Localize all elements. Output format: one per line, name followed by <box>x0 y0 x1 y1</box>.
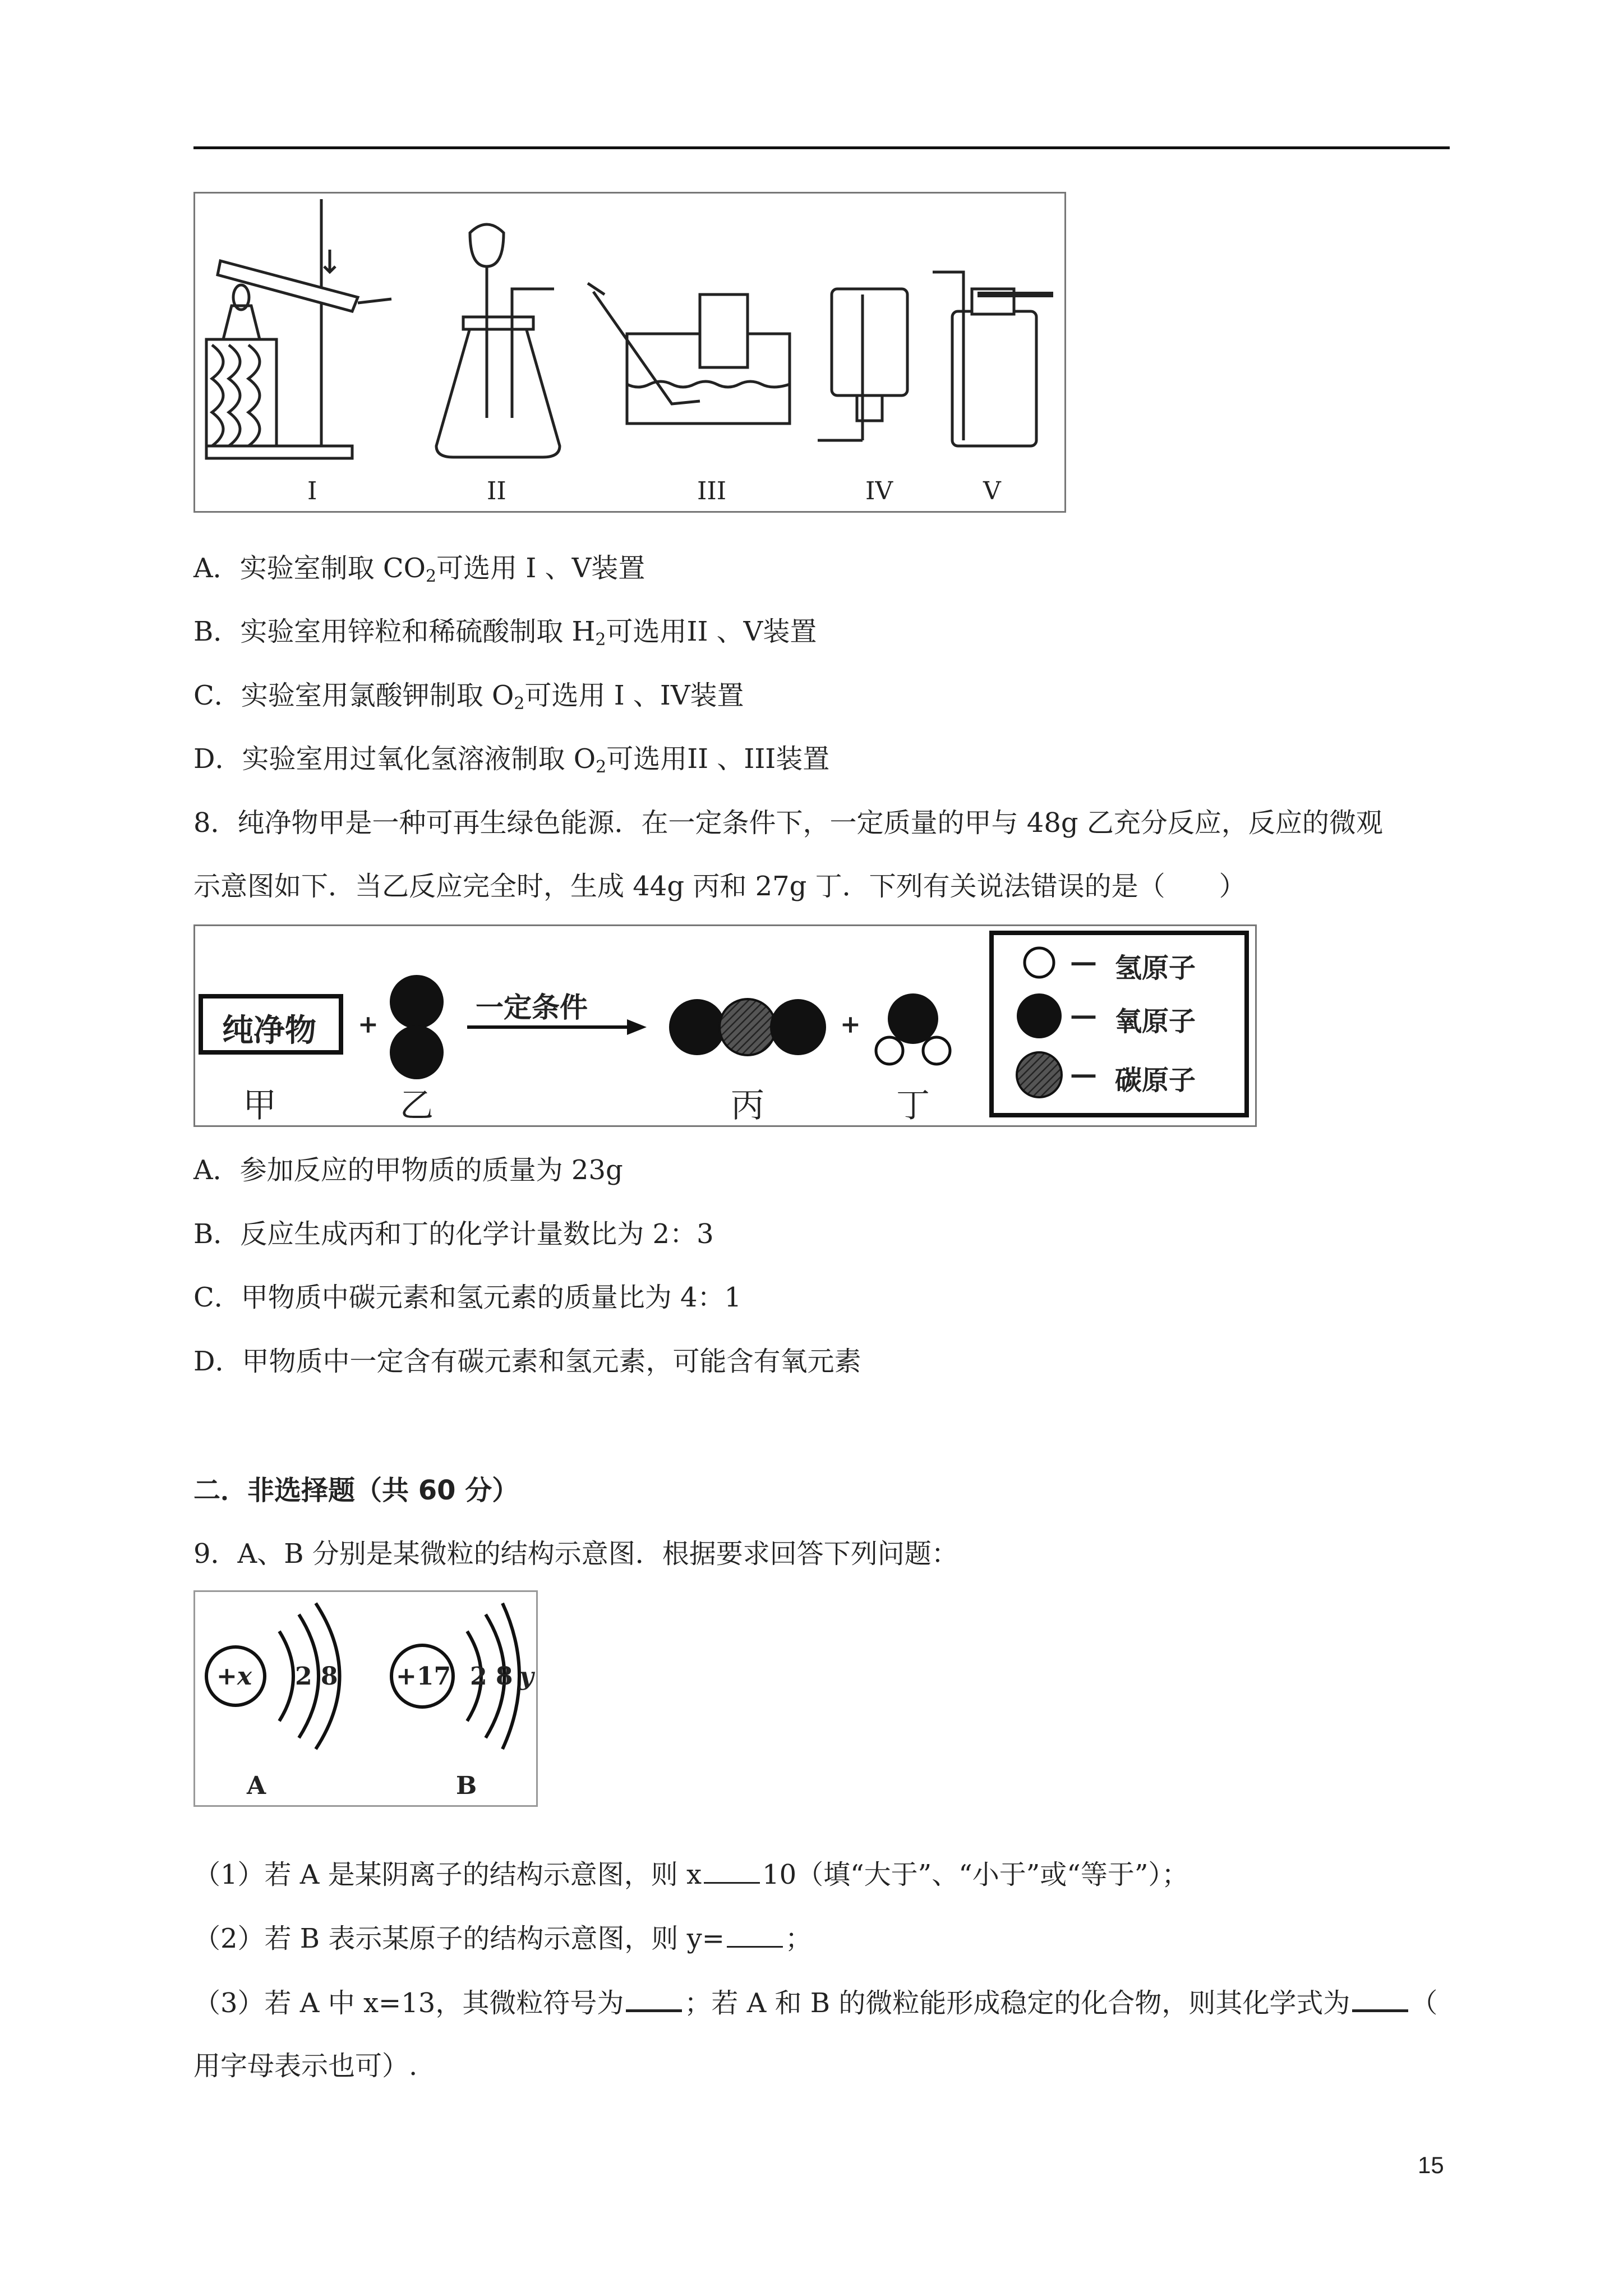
apparatus-label-5: V <box>983 477 1001 505</box>
shell-a-1 <box>279 1631 293 1721</box>
q8-option-a: A．参加反应的甲物质的质量为 23g <box>193 1154 623 1186</box>
oxygen-molecule-top <box>390 975 444 1029</box>
legend-hydrogen-icon <box>1025 948 1054 977</box>
electrons-b-outer: y <box>519 1662 534 1691</box>
name-ding: 丁 <box>896 1086 930 1125</box>
legend-hydrogen-label: 氢原子 <box>1115 953 1196 984</box>
answer-blank-1[interactable] <box>704 1858 760 1884</box>
legend-oxygen-icon <box>1017 993 1062 1038</box>
name-jia: 甲 <box>243 1086 276 1125</box>
answer-blank-2[interactable] <box>727 1922 783 1948</box>
water-oxygen <box>888 993 938 1044</box>
q8-option-c: C．甲物质中碳元素和氢元素的质量比为 4：1 <box>193 1282 742 1313</box>
legend-oxygen-label: 氧原子 <box>1115 1006 1196 1037</box>
label-b: B <box>456 1772 477 1800</box>
nucleus-a-charge: +x <box>216 1662 252 1691</box>
apparatus-figure <box>193 192 1066 513</box>
name-yi: 乙 <box>400 1086 434 1125</box>
q8-stem-line1: 8．纯净物甲是一种可再生绿色能源．在一定条件下，一定质量的甲与 48g 乙充分反应，反应的微观 <box>193 807 1383 839</box>
oxygen-molecule-bottom <box>390 1025 444 1079</box>
q8-option-b: B．反应生成丙和丁的化学计量数比为 2：3 <box>193 1218 714 1250</box>
legend-dash-1: — <box>1070 946 1097 978</box>
q7-option-a: A．实验室制取 $CO_2$可选用 I 、V装置 <box>193 553 645 586</box>
apparatus-label-1: I <box>307 477 317 505</box>
apparatus-label-4: IV <box>865 477 893 505</box>
reaction-figure <box>193 924 1257 1127</box>
reaction-box-text: 纯净物 <box>222 1013 316 1049</box>
nucleus-b-charge: +17 <box>396 1662 451 1691</box>
q7-option-b: B．实验室用锌粒和稀硫酸制取 $H_2$可选用II 、V装置 <box>193 616 817 650</box>
label-a: A <box>247 1772 266 1800</box>
q9-part3-line2: 用字母表示也可）. <box>193 2050 418 2082</box>
arrow-condition-text: 一定条件 <box>476 991 588 1024</box>
name-bing: 丙 <box>731 1086 764 1125</box>
co2-oxygen-left <box>669 999 725 1055</box>
q8-option-d: D．甲物质中一定含有碳元素和氢元素，可能含有氧元素 <box>193 1346 861 1377</box>
water-hydrogen-right <box>923 1037 950 1064</box>
legend-carbon-label: 碳原子 <box>1115 1065 1196 1096</box>
co2-carbon <box>720 999 776 1055</box>
q8-stem-line2: 示意图如下．当乙反应完全时，生成 44g 丙和 27g 丁．下列有关说法错误的是（ ） <box>193 871 1246 902</box>
legend-dash-2: — <box>1070 1000 1097 1031</box>
q9-part3: （3）若 A 中 x=13，其微粒符号为 ；若 A 和 B 的微粒能形成稳定的化合物，则其化学式为 （ <box>193 1986 1437 2020</box>
page-number: 15 <box>1418 2152 1444 2178</box>
answer-blank-4[interactable] <box>1352 1986 1408 2012</box>
header-rule <box>193 146 1450 149</box>
q9-part1: （1）若 A 是某阴离子的结构示意图，则 x 10（填“大于”、“小于”或“等于”）； <box>193 1859 1189 1890</box>
q9-stem: 9．A、B 分别是某微粒的结构示意图．根据要求回答下列问题： <box>193 1538 958 1570</box>
atom-structure-figure <box>193 1590 538 1807</box>
answer-blank-3[interactable] <box>626 1986 682 2012</box>
apparatus-label-2: II <box>487 477 506 505</box>
plus-1: + <box>358 1010 379 1039</box>
electrons-b: 2 8 <box>470 1662 513 1691</box>
water-hydrogen-left <box>876 1037 903 1064</box>
legend-carbon-icon <box>1017 1052 1062 1097</box>
plus-2: + <box>840 1010 861 1039</box>
section-heading: 二．非选择题（共 60 分） <box>193 1475 519 1506</box>
q9-part2: （2）若 B 表示某原子的结构示意图，则 y= ； <box>193 1923 812 1954</box>
apparatus-label-3: III <box>697 477 727 505</box>
q7-option-c: C．实验室用氯酸钾制取 $O_2$可选用 I 、IV装置 <box>193 680 744 714</box>
apparatus-drawing <box>195 194 1064 511</box>
co2-oxygen-right <box>770 999 826 1055</box>
electrons-a: 2 8 <box>295 1662 338 1691</box>
q7-option-d: D．实验室用过氧化氢溶液制取 $O_2$可选用II 、III装置 <box>193 743 830 777</box>
legend-dash-3: — <box>1070 1059 1097 1090</box>
